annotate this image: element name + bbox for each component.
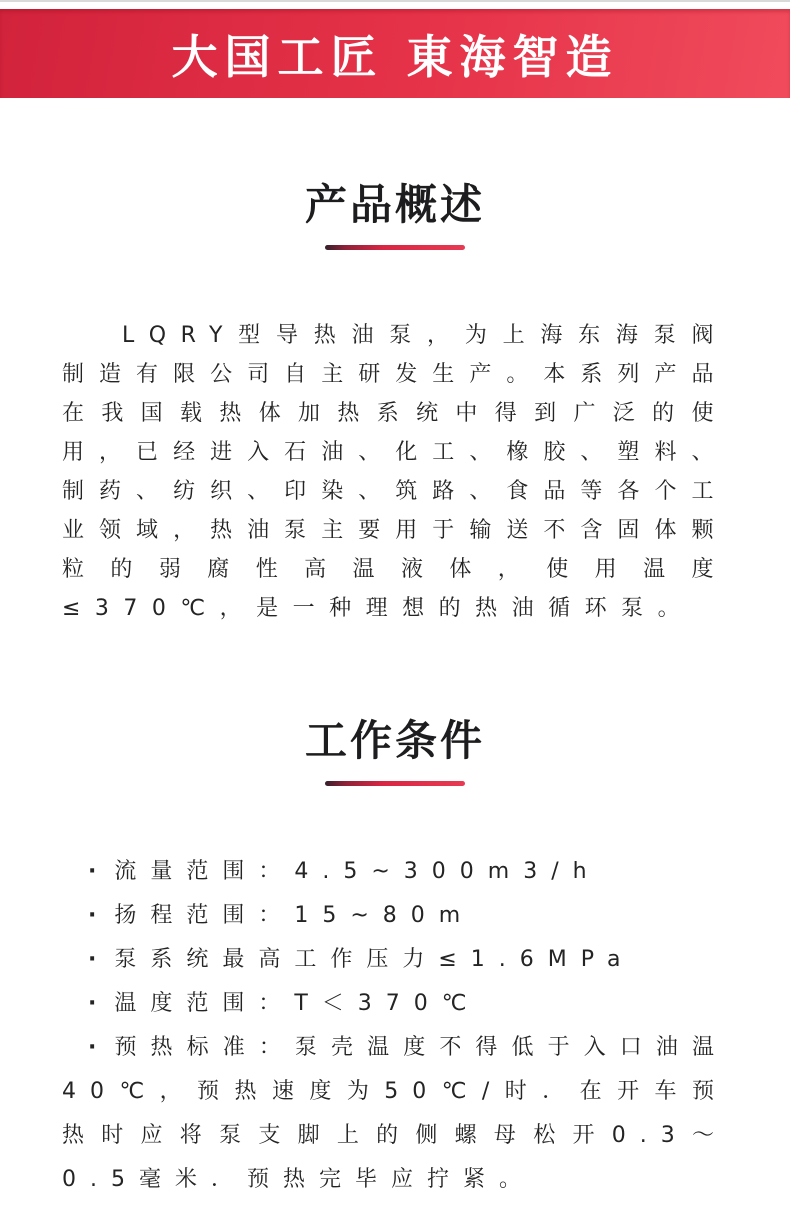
list-item xyxy=(62,938,728,982)
spec-list xyxy=(62,850,728,1202)
bullet-dot-icon: · xyxy=(88,859,111,884)
spec-item-head-range: 扬程范围：15~80m xyxy=(114,903,475,928)
conditions-heading: 工作条件 xyxy=(304,716,485,765)
list-item xyxy=(62,850,728,894)
overview-paragraph: LQRY型导热油泵，为上海东海泵阀制造有限公司自主研发生产。本系列产品在我国载热体加热系统中得到广泛的使用，已经进入石油、化工、橡胶、塑料、制药、纺织、印染、筑路、食品等各个工业领域，热油泵主要用于输送不含固体颗粒的弱腐性高温液体，使用温度≤370℃，是一种理想的热油循环泵。 xyxy=(62,323,728,621)
spec-item-temp-range: 温度范围：T＜370℃ xyxy=(114,991,481,1016)
bullet-dot-icon: · xyxy=(88,947,111,972)
list-item xyxy=(62,894,728,938)
bullet-dot-icon: · xyxy=(88,903,111,928)
overview-heading: 产品概述 xyxy=(304,180,485,229)
brand-banner xyxy=(0,9,790,98)
list-item xyxy=(62,1026,728,1202)
spec-item-flow-range: 流量范围：4.5~300m3/h xyxy=(114,859,601,884)
top-white-gap xyxy=(0,2,790,9)
spec-item-preheat-standard: 预热标准：泵壳温度不得低于入口油温40℃，预热速度为50℃/时．在开车预热时应将泵支脚上的侧螺母松开0.3～0.5毫米．预热完毕应拧紧。 xyxy=(62,1035,728,1192)
banner-title: 大国工匠 東海智造 xyxy=(171,29,619,84)
conditions-heading-underline xyxy=(325,781,465,786)
section-overview xyxy=(0,172,790,628)
bullet-dot-icon: · xyxy=(88,991,111,1016)
bullet-dot-icon: · xyxy=(88,1035,111,1060)
section-working-conditions xyxy=(0,708,790,1202)
overview-heading-underline xyxy=(325,245,465,250)
list-item xyxy=(62,982,728,1026)
spec-item-max-pressure: 泵系统最高工作压力≤1.6MPa xyxy=(114,947,635,972)
